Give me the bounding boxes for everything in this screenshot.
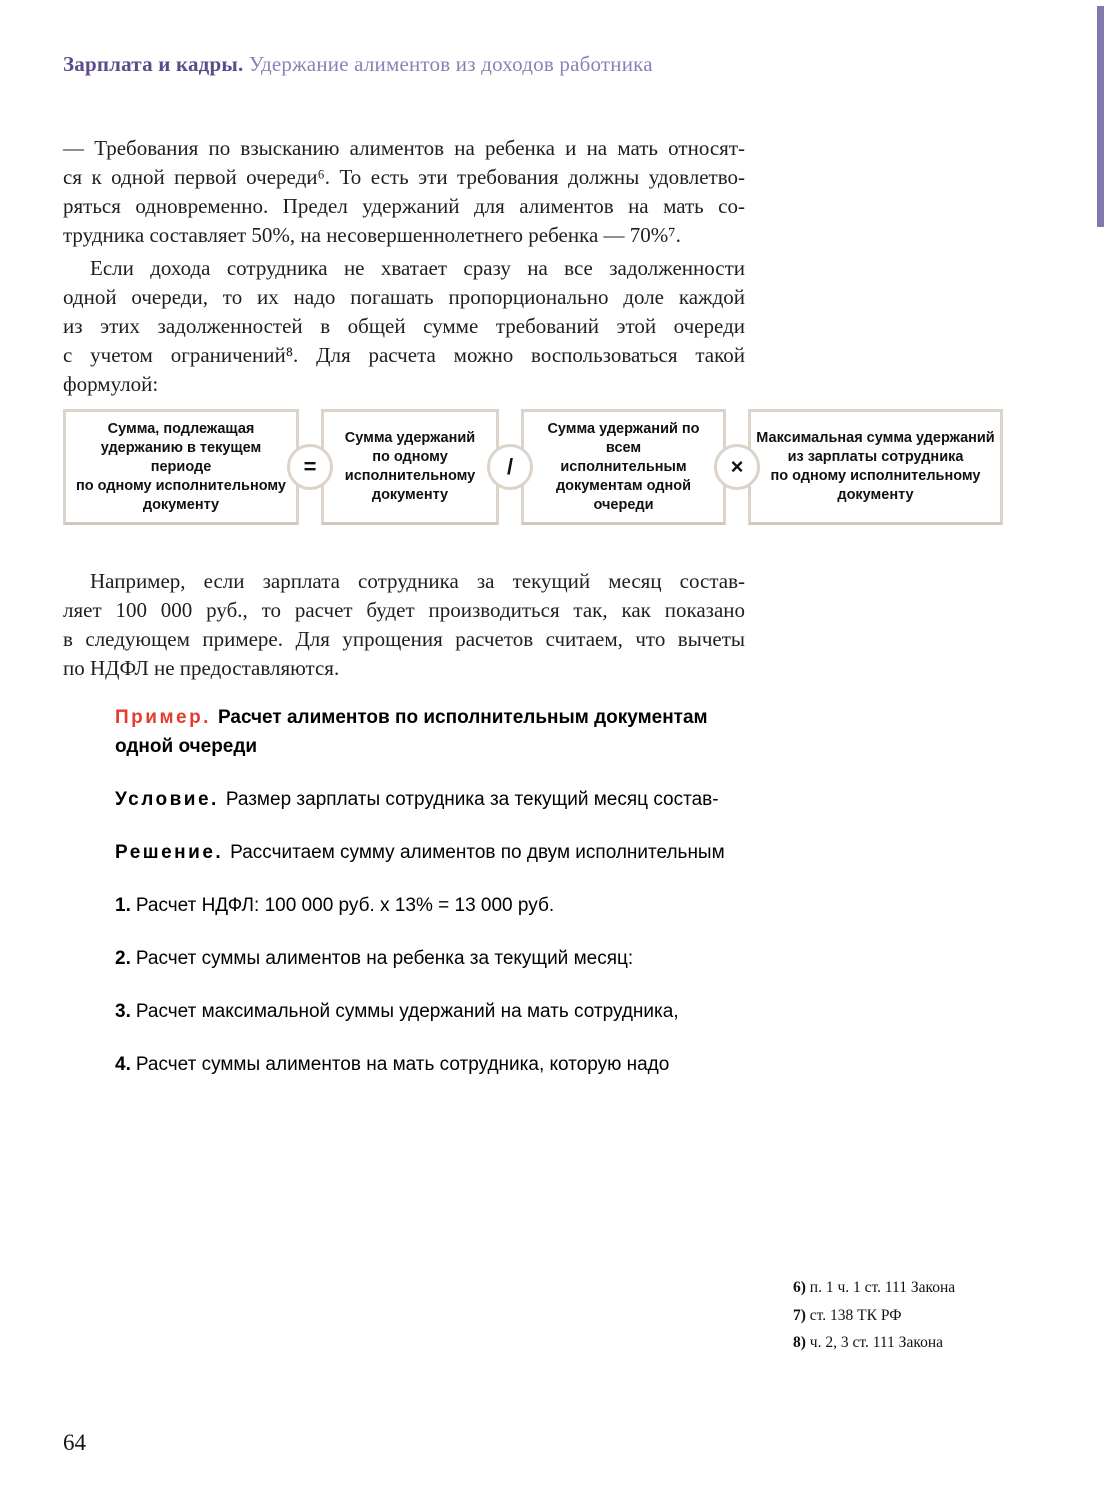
multiply-operator-icon: × (714, 444, 760, 490)
footnote-7: 7) ст. 138 ТК РФ (793, 1306, 902, 1324)
equals-operator-icon: = (287, 444, 333, 490)
example-step-2: 2. Расчет суммы алиментов на ребенка за текущий месяц: (115, 948, 634, 969)
footnote-8: 8) ч. 2, 3 ст. 111 Закона (793, 1334, 943, 1351)
example-solution: Решение. Рассчитаем сумму алиментов по двум исполнительным (115, 842, 725, 863)
intro-text (63, 134, 745, 403)
example-step-3: 3. Расчет максимальной суммы удержаний на мать сотрудника, (115, 1001, 679, 1022)
divide-operator-icon: / (487, 444, 533, 490)
example-section (115, 703, 755, 1103)
page-number: 64 (63, 1430, 86, 1455)
section-color-bar (1097, 6, 1104, 227)
example-title: Пример. Расчет алиментов по исполнительным документам одной очереди (115, 707, 708, 757)
footnote-6: 6) п. 1 ч. 1 ст. 111 Закона (793, 1279, 956, 1296)
header-section-title: Зарплата и кадры. (63, 52, 244, 76)
formula-box-amount-current-period: Сумма, подлежащая удержанию в текущем периоде по одному исполнительному документу (63, 409, 299, 525)
example-step-1: 1. Расчет НДФЛ: 100 000 руб. х 13% = 13 000 руб. (115, 895, 555, 916)
page-header (63, 52, 653, 77)
formula-diagram (63, 406, 1010, 528)
paragraph-requirements: — Требования по взысканию алиментов на ребенка и на мать относят- ся к одной первой очереди⁶. То есть эти требования должны удовлетво- ряться одновременно. Предел удержаний для алиментов на мать со- трудника составляет 50%, на несовершеннолетнего ребенка — 70%⁷. (63, 136, 745, 247)
formula-box-withholding-one-document: Сумма удержаний по одному исполнительному документу (321, 409, 499, 525)
paragraph-proportional: Если дохода сотрудника не хватает сразу на все задолженности одной очереди, то их надо погашать пропорционально доле каждой из этих задолженностей в общей сумме требований этой очереди с учетом ограничений⁸. Для расчета можно воспользоваться такой формулой: (63, 256, 745, 396)
paragraph-example-intro: Например, если зарплата сотрудника за текущий месяц состав- ляет 100 000 руб., то расчет будет производиться так, как показано в следующем примере. Для упрощения расчетов считаем, что вычеты по НДФЛ не предоставляются. (63, 569, 745, 680)
formula-box-max-withholding: Максимальная сумма удержаний из зарплаты сотрудника по одному исполнительному документу (748, 409, 1003, 525)
footnotes (793, 1278, 1033, 1361)
example-step-4: 4. Расчет суммы алиментов на мать сотрудника, которую надо (115, 1054, 670, 1075)
header-article-title: Удержание алиментов из доходов работника (243, 52, 653, 76)
example-condition: Условие. Размер зарплаты сотрудника за текущий месяц состав- (115, 789, 719, 810)
formula-box-withholding-all-documents: Сумма удержаний по всем исполнительным документам одной очереди (521, 409, 726, 525)
